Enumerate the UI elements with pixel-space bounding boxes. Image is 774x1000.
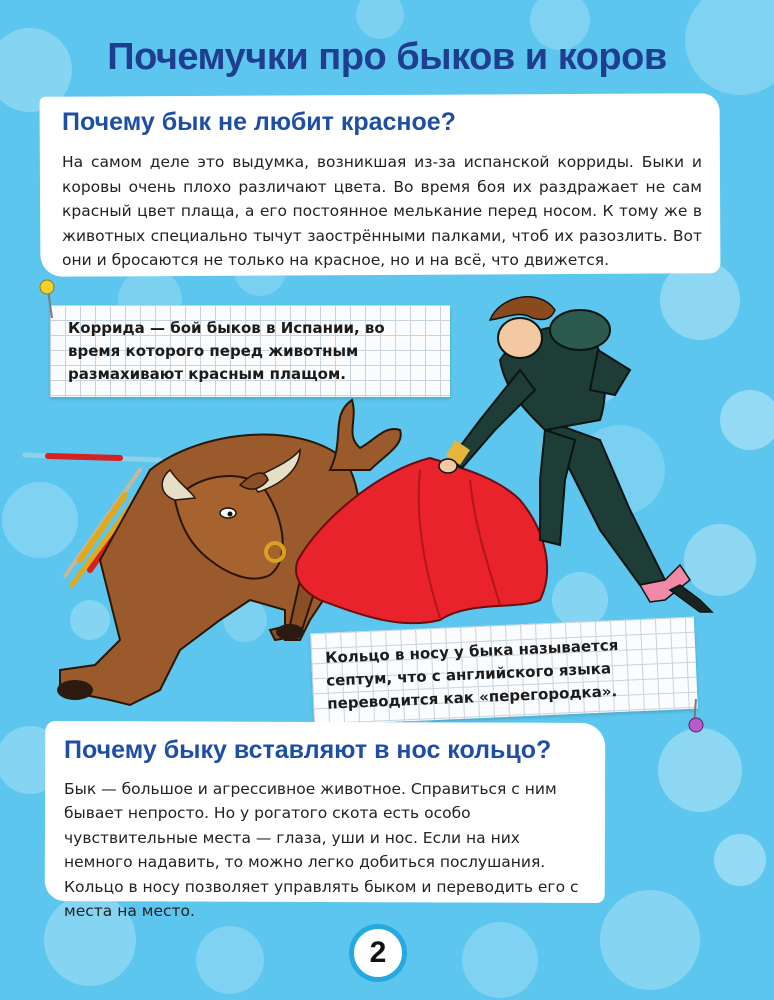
page-title: Почемучки про быков и коров bbox=[107, 36, 667, 78]
page-number: 2 bbox=[349, 924, 407, 982]
section1-text: На самом деле это выдумка, возникшая из-за испанской корриды. Быки и коровы очень плохо различают цвета. Во время боя их раздражает не сам красный цвет плаща, а его постоянное мелькание перед носом. К тому же в животных специально тычут заострёнными палками, чтоб их разозлить. Вот они и бросаются не только на красное, но и на всё, что движется. bbox=[62, 153, 702, 270]
pushpin-icon bbox=[684, 695, 708, 739]
note-card-septum bbox=[310, 617, 698, 726]
section2-heading: Почему быку вставляют в нос кольцо? bbox=[64, 736, 552, 764]
note-card-corrida bbox=[50, 305, 450, 397]
note-corrida-text: Коррида — бой быков в Испании, во время которого перед животным размахивают красным плащом. bbox=[68, 319, 385, 383]
pushpin-icon bbox=[38, 278, 60, 322]
section2-text: Бык — большое и агрессивное животное. Справиться с ним бывает непросто. Но у рогатого скота есть особо чувствительные места — глаза, уши и нос. Если на них немного надавить, то можно легко добиться послушания. Кольцо в носу позволяет управлять быком и переводить его с места на место. bbox=[64, 780, 579, 921]
note-septum-text: Кольцо в носу у быка называется септум, что с английского языка переводится как «перегородка». bbox=[324, 635, 619, 713]
section1-heading: Почему бык не любит красное? bbox=[62, 108, 456, 136]
